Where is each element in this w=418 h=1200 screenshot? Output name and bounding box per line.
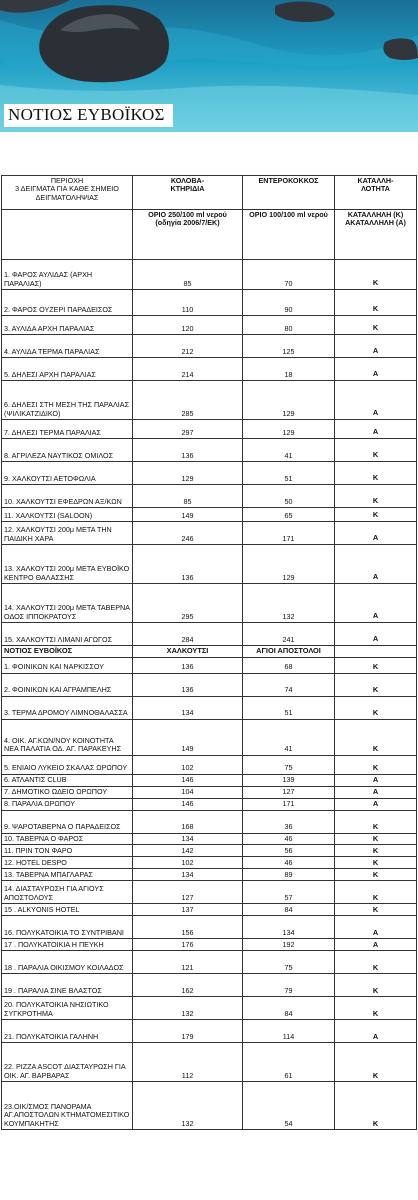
location-cell: 17 . ΠΟΛΥΚΑΤΟΙΚΙΑ Η ΠΕΥΚΗ <box>2 939 133 951</box>
table-row <box>2 522 417 545</box>
table-row <box>2 260 417 290</box>
suitability-value: Κ <box>335 1082 417 1130</box>
suitability-value: Κ <box>335 833 417 845</box>
table-row <box>2 358 417 381</box>
location-cell: 15. ΧΑΛΚΟΥΤΣΙ ΛΙΜΑΝΙ ΑΓΩΓΟΣ <box>2 623 133 646</box>
coliforms-value: 120 <box>133 316 243 335</box>
suitability-value: Κ <box>335 462 417 485</box>
location-cell: 4. ΟΙΚ. ΑΓ.ΚΩΝ/ΝΟΥ ΚΟΙΝΟΤΗΤΑ ΝΕΑ ΠΑΛΑΤΙΑ ΟΔ. ΑΓ. ΠΑΡΑΚΕΥΗΣ <box>2 719 133 755</box>
coliforms-value: 149 <box>133 719 243 755</box>
enterococcus-value: 75 <box>243 951 335 974</box>
location-cell: 16. ΠΟΛΥΚΑΤΟΙΚΙΑ ΤΟ ΣΥΝΤΡΙΒΑΝΙ <box>2 916 133 939</box>
location-cell: 6. ΔΗΛΕΣΙ ΣΤΗ ΜΕΣΗ ΤΗΣ ΠΑΡΑΛΙΑΣ (ΨΙΛΙΚΑΤΖΙΔΙΚΟ) <box>2 381 133 420</box>
coliforms-value: 285 <box>133 381 243 420</box>
water-quality-table <box>1 175 417 1130</box>
coliforms-value: 176 <box>133 939 243 951</box>
coliforms-value: 146 <box>133 798 243 810</box>
location-cell: 13. ΧΑΛΚΟΥΤΣΙ 200μ ΜΕΤΑ ΕΥΒΟΪΚΟ ΚΕΝΤΡΟ ΘΑΛΑΣΣΗΣ <box>2 545 133 584</box>
enterococcus-value: 241 <box>243 623 335 646</box>
table-row <box>2 316 417 335</box>
coliforms-value: 121 <box>133 951 243 974</box>
location-cell: 1. ΦΟΙΝΙΚΩΝ ΚΑΙ ΝΑΡΚΙΣΣΟΥ <box>2 657 133 673</box>
location-cell: 3. ΤΕΡΜΑ ΔΡΟΜΟΥ ΛΙΜΝΟΘΑΛΑΣΣΑ <box>2 696 133 719</box>
section-village-2: ΑΓΙΟΙ ΑΠΟΣΤΟΛΟΙ <box>243 646 335 658</box>
coliforms-value: 112 <box>133 1043 243 1082</box>
enterococcus-value: 46 <box>243 857 335 869</box>
table-row <box>2 786 417 798</box>
suitability-value: Α <box>335 916 417 939</box>
coliforms-value: 212 <box>133 335 243 358</box>
suitability-value: Κ <box>335 845 417 857</box>
table-row <box>2 485 417 508</box>
table-row <box>2 719 417 755</box>
location-cell: 18 . ΠΑΡΑΛΙΑ ΟΙΚΙΣΜΟΥ ΚΟΙΛΑΔΟΣ <box>2 951 133 974</box>
header-area: ΠΕΡΙΟΧΗ 3 ΔΕΙΓΜΑΤΑ ΓΙΑ ΚΑΘΕ ΣΗΜΕΙΟ ΔΕΙΓΜΑΤΟΛΗΨΙΑΣ <box>2 176 133 210</box>
suitability-value: Α <box>335 798 417 810</box>
table-row <box>2 584 417 623</box>
suitability-value: Κ <box>335 657 417 673</box>
table-row <box>2 462 417 485</box>
suitability-value: Κ <box>335 290 417 316</box>
suitability-value: Κ <box>335 997 417 1020</box>
location-cell: 14. ΧΑΛΚΟΥΤΣΙ 200μ ΜΕΤΑ ΤΑΒΕΡΝΑ ΟΔΟΣ ΙΠΠΟΚΡΑΤΟΥΣ <box>2 584 133 623</box>
section-area: ΝΟΤΙΟΣ ΕΥΒΟΪΚΟΣ <box>2 646 133 658</box>
suitability-value: Κ <box>335 673 417 696</box>
suitability-value: Α <box>335 584 417 623</box>
table-row <box>2 798 417 810</box>
coliforms-value: 214 <box>133 358 243 381</box>
table-row <box>2 335 417 358</box>
suitability-value: Α <box>335 786 417 798</box>
suitability-value: Κ <box>335 260 417 290</box>
table-row <box>2 916 417 939</box>
table-row <box>2 881 417 904</box>
enterococcus-value: 84 <box>243 904 335 916</box>
coliforms-value: 85 <box>133 485 243 508</box>
enterococcus-value: 51 <box>243 696 335 719</box>
coliforms-value: 102 <box>133 857 243 869</box>
table-row <box>2 755 417 774</box>
enterococcus-value: 70 <box>243 260 335 290</box>
coliforms-value: 179 <box>133 1020 243 1043</box>
location-cell: 12. ΧΑΛΚΟΥΤΣΙ 200μ ΜΕΤΑ ΤΗΝ ΠΑΙΔΙΚΗ ΧΑΡΑ <box>2 522 133 545</box>
section-village-1: ΧΑΛΚΟΥΤΣΙ <box>133 646 243 658</box>
water-quality-table-container <box>1 175 416 1130</box>
enterococcus-value: 129 <box>243 420 335 439</box>
suitability-value: Κ <box>335 316 417 335</box>
section-header-row <box>2 646 417 658</box>
enterococcus-value: 41 <box>243 439 335 462</box>
table-row <box>2 904 417 916</box>
table-row <box>2 290 417 316</box>
coliforms-value: 136 <box>133 657 243 673</box>
location-cell: 7. ΔΗΜΟΤΙΚΟ ΩΔΕΙΟ ΩΡΩΠΟΥ <box>2 786 133 798</box>
coliforms-value: 284 <box>133 623 243 646</box>
enterococcus-value: 36 <box>243 810 335 833</box>
suitability-value: Α <box>335 522 417 545</box>
coliforms-value: 162 <box>133 974 243 997</box>
location-cell: 6. ΑΤΛΑΝΤΙΣ CLUB <box>2 774 133 786</box>
suitability-value: Κ <box>335 696 417 719</box>
coliforms-value: 136 <box>133 439 243 462</box>
coliforms-value: 132 <box>133 997 243 1020</box>
enterococcus-value: 41 <box>243 719 335 755</box>
coliforms-value: 110 <box>133 290 243 316</box>
table-row <box>2 997 417 1020</box>
enterococcus-value: 89 <box>243 869 335 881</box>
subheader-suitability-legend: ΚΑΤΑΛΛΗΛΗ (Κ) ΑΚΑΤΑΛΛΗΛΗ (Α) <box>335 210 417 260</box>
suitability-value: Κ <box>335 951 417 974</box>
coliforms-value: 142 <box>133 845 243 857</box>
header-enterococcus: ΕΝΤΕΡΟΚΟΚΚΟΣ <box>243 176 335 210</box>
enterococcus-value: 125 <box>243 335 335 358</box>
coliforms-value: 134 <box>133 869 243 881</box>
coliforms-value: 104 <box>133 786 243 798</box>
table-row <box>2 420 417 439</box>
location-cell: 23.ΟΙΚ/ΣΜΟΣ ΠΑΝΟΡΑΜΑ ΑΓ.ΑΠΟΣΤΟΛΩΝ ΚΤΗΜΑΤΟΜΕΣΙΤΙΚΟ ΚΟΥΜΠΑΚΗΤΗΣ <box>2 1082 133 1130</box>
enterococcus-value: 171 <box>243 522 335 545</box>
enterococcus-value: 50 <box>243 485 335 508</box>
table-row <box>2 545 417 584</box>
table-row <box>2 508 417 522</box>
suitability-value: Α <box>335 335 417 358</box>
location-cell: 8. ΑΓΡΙΛΕΖΑ ΝΑΥΤΙΚΟΣ ΟΜΙΛΟΣ <box>2 439 133 462</box>
location-cell: 2. ΦΑΡΟΣ ΟΥΖΕΡΙ ΠΑΡΑΔΕΙΣΟΣ <box>2 290 133 316</box>
suitability-value: Α <box>335 381 417 420</box>
enterococcus-value: 129 <box>243 545 335 584</box>
enterococcus-value: 139 <box>243 774 335 786</box>
header-suitability: ΚΑΤΑΛΛΗ- ΛΟΤΗΤΑ <box>335 176 417 210</box>
table-row <box>2 1082 417 1130</box>
location-cell: 3. ΑΥΛΙΔΑ ΑΡΧΗ ΠΑΡΑΛΙΑΣ <box>2 316 133 335</box>
subheader-enterococcus-limit: ΟΡΙΟ 100/100 ml νερού <box>243 210 335 260</box>
enterococcus-value: 68 <box>243 657 335 673</box>
enterococcus-value: 132 <box>243 584 335 623</box>
coliforms-value: 146 <box>133 774 243 786</box>
location-cell: 13. ΤΑΒΕΡΝΑ ΜΠΑΓΛΑΡΑΣ <box>2 869 133 881</box>
suitability-value: Κ <box>335 810 417 833</box>
table-row <box>2 939 417 951</box>
coliforms-value: 136 <box>133 673 243 696</box>
location-cell: 22. PIZZA ASCOT ΔΙΑΣΤΑΥΡΩΣΗ ΓΙΑ ΟΙΚ. ΑΓ. ΒΑΡΒΑΡΑΣ <box>2 1043 133 1082</box>
table-header-row <box>2 176 417 210</box>
coliforms-value: 137 <box>133 904 243 916</box>
header-banner-image <box>0 0 418 132</box>
coliforms-value: 132 <box>133 1082 243 1130</box>
suitability-value: Α <box>335 420 417 439</box>
location-cell: 7. ΔΗΛΕΣΙ ΤΕΡΜΑ ΠΑΡΑΛΙΑΣ <box>2 420 133 439</box>
location-cell: 8. ΠΑΡΑΛΙΑ ΩΡΩΠΟΥ <box>2 798 133 810</box>
table-row <box>2 810 417 833</box>
suitability-value: Κ <box>335 755 417 774</box>
suitability-value: Κ <box>335 974 417 997</box>
location-cell: 10. ΤΑΒΕΡΝΑ Ο ΦΑΡΟΣ <box>2 833 133 845</box>
enterococcus-value: 51 <box>243 462 335 485</box>
table-row <box>2 774 417 786</box>
enterococcus-value: 192 <box>243 939 335 951</box>
suitability-value: Κ <box>335 1043 417 1082</box>
location-cell: 5. ΔΗΛΕΣΙ ΑΡΧΗ ΠΑΡΑΛΙΑΣ <box>2 358 133 381</box>
location-cell: 19 . ΠΑΡΑΛΙΑ ΣΙΝΕ ΒΛΑΣΤΟΣ <box>2 974 133 997</box>
suitability-value: Κ <box>335 439 417 462</box>
coliforms-value: 295 <box>133 584 243 623</box>
enterococcus-value: 61 <box>243 1043 335 1082</box>
table-row <box>2 857 417 869</box>
enterococcus-value: 129 <box>243 381 335 420</box>
enterococcus-value: 65 <box>243 508 335 522</box>
table-row <box>2 845 417 857</box>
coliforms-value: 134 <box>133 696 243 719</box>
enterococcus-value: 54 <box>243 1082 335 1130</box>
enterococcus-value: 57 <box>243 881 335 904</box>
enterococcus-value: 90 <box>243 290 335 316</box>
enterococcus-value: 127 <box>243 786 335 798</box>
header-coliforms: ΚΟΛΟΒΑ- ΚΤΗΡΙΔΙΑ <box>133 176 243 210</box>
subheader-coliforms-limit: ΟΡΙΟ 250/100 ml νερού (οδηγία 2006/7/ΕΚ) <box>133 210 243 260</box>
coliforms-value: 246 <box>133 522 243 545</box>
location-cell: 5. ΕΝΙΑΙΟ ΛΥΚΕΙΟ ΣΚΑΛΑΣ ΩΡΩΠΟΥ <box>2 755 133 774</box>
coliforms-value: 85 <box>133 260 243 290</box>
location-cell: 11. ΠΡΙΝ ΤΟΝ ΦΑΡΟ <box>2 845 133 857</box>
enterococcus-value: 56 <box>243 845 335 857</box>
coliforms-value: 136 <box>133 545 243 584</box>
suitability-value: Α <box>335 939 417 951</box>
enterococcus-value: 79 <box>243 974 335 997</box>
location-cell: 11. ΧΑΛΚΟΥΤΣΙ (SALOON) <box>2 508 133 522</box>
enterococcus-value: 46 <box>243 833 335 845</box>
suitability-value: Α <box>335 623 417 646</box>
table-row <box>2 696 417 719</box>
table-row <box>2 439 417 462</box>
coliforms-value: 102 <box>133 755 243 774</box>
enterococcus-value: 114 <box>243 1020 335 1043</box>
coliforms-value: 168 <box>133 810 243 833</box>
suitability-value: Κ <box>335 508 417 522</box>
location-cell: 21. ΠΟΛΥΚΑΤΟΙΚΙΑ ΓΑΛΗΝΗ <box>2 1020 133 1043</box>
section-empty <box>335 646 417 658</box>
table-row <box>2 673 417 696</box>
table-row <box>2 869 417 881</box>
banner-title: ΝΟΤΙΟΣ ΕΥΒΟΪΚΟΣ <box>4 104 173 127</box>
location-cell: 9. ΧΑΛΚΟΥΤΣΙ ΑΕΤΟΦΩΛΙΑ <box>2 462 133 485</box>
table-subheader-row <box>2 210 417 260</box>
location-cell: 14. ΔΙΑΣΤΑΥΡΩΣΗ ΓΙΑ ΑΓΙΟΥΣ ΑΠΟΣΤΟΛΟΥΣ <box>2 881 133 904</box>
table-row <box>2 1020 417 1043</box>
coliforms-value: 149 <box>133 508 243 522</box>
suitability-value: Α <box>335 1020 417 1043</box>
location-cell: 10. ΧΑΛΚΟΥΤΣΙ ΕΦΕΔΡΩΝ ΑΞ/ΚΩΝ <box>2 485 133 508</box>
enterococcus-value: 74 <box>243 673 335 696</box>
coliforms-value: 156 <box>133 916 243 939</box>
location-cell: 9. ΨΑΡΟΤΑΒΕΡΝΑ Ο ΠΑΡΑΔΕΙΣΟΣ <box>2 810 133 833</box>
coliforms-value: 127 <box>133 881 243 904</box>
suitability-value: Α <box>335 358 417 381</box>
enterococcus-value: 18 <box>243 358 335 381</box>
suitability-value: Α <box>335 545 417 584</box>
enterococcus-value: 134 <box>243 916 335 939</box>
table-row <box>2 1043 417 1082</box>
coliforms-value: 129 <box>133 462 243 485</box>
enterococcus-value: 80 <box>243 316 335 335</box>
suitability-value: Κ <box>335 869 417 881</box>
coliforms-value: 134 <box>133 833 243 845</box>
table-row <box>2 657 417 673</box>
table-row <box>2 381 417 420</box>
subheader-area <box>2 210 133 260</box>
table-row <box>2 833 417 845</box>
location-cell: 1. ΦΑΡΟΣ ΑΥΛΙΔΑΣ (ΑΡΧΗ ΠΑΡΑΛΙΑΣ) <box>2 260 133 290</box>
enterococcus-value: 75 <box>243 755 335 774</box>
suitability-value: Κ <box>335 857 417 869</box>
location-cell: 15 . ALKYONIS HOTEL <box>2 904 133 916</box>
suitability-value: Κ <box>335 904 417 916</box>
enterococcus-value: 84 <box>243 997 335 1020</box>
table-row <box>2 974 417 997</box>
location-cell: 12. HOTEL DESPO <box>2 857 133 869</box>
table-row <box>2 623 417 646</box>
location-cell: 4. ΑΥΛΙΔΑ ΤΕΡΜΑ ΠΑΡΑΛΙΑΣ <box>2 335 133 358</box>
suitability-value: Κ <box>335 719 417 755</box>
suitability-value: Α <box>335 774 417 786</box>
table-row <box>2 951 417 974</box>
enterococcus-value: 171 <box>243 798 335 810</box>
suitability-value: Κ <box>335 881 417 904</box>
location-cell: 20. ΠΟΛΥΚΑΤΟΙΚΙΑ ΝΗΣΙΩΤΙΚΟ ΣΥΓΚΡΟΤΗΜΑ <box>2 997 133 1020</box>
coliforms-value: 297 <box>133 420 243 439</box>
location-cell: 2. ΦΟΙΝΙΚΩΝ ΚΑΙ ΑΓΡΑΜΠΕΛΗΣ <box>2 673 133 696</box>
suitability-value: Κ <box>335 485 417 508</box>
